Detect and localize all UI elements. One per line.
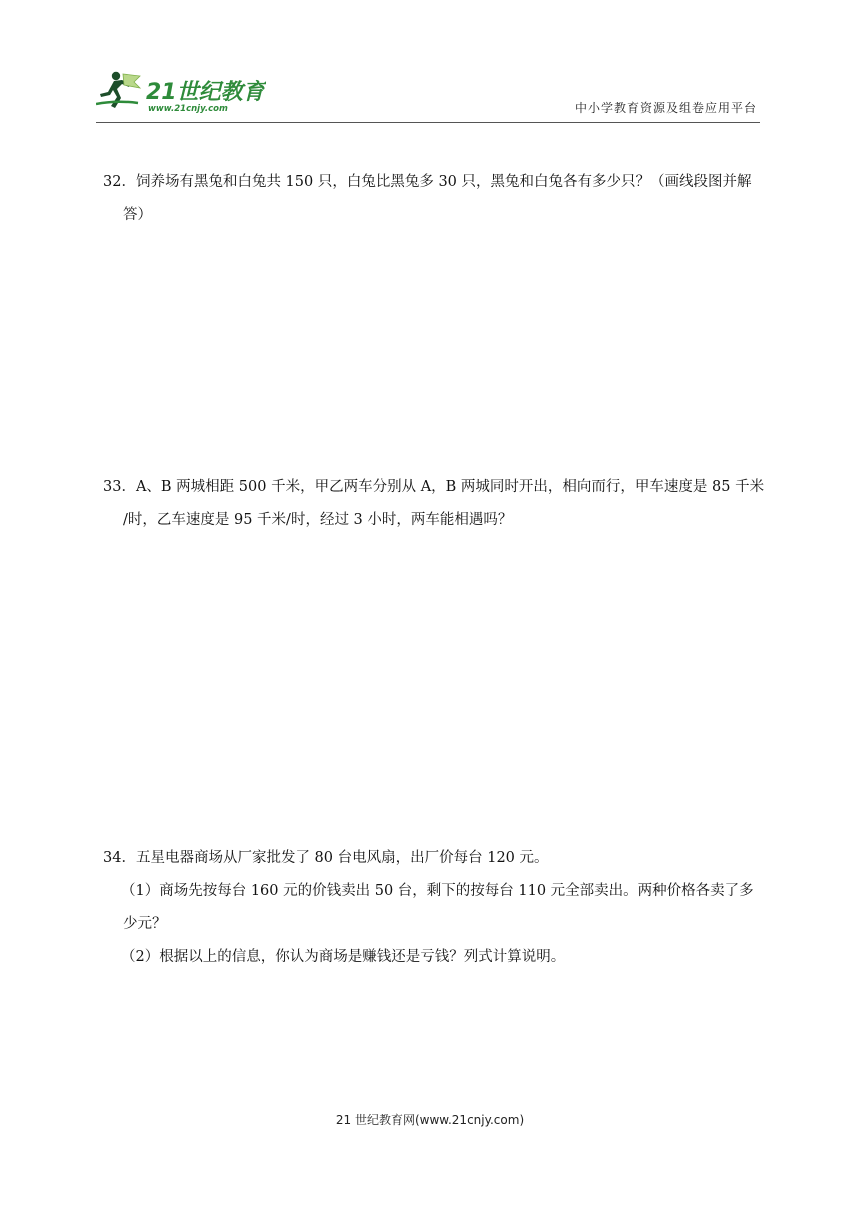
- question-text: /时，乙车速度是 95 千米/时，经过 3 小时，两车能相遇吗？: [123, 512, 513, 528]
- question-text: 32．饲养场有黑兔和白兔共 150 只，白兔比黑兔多 30 只，黑兔和白兔各有多少只？（画线段图并解: [103, 174, 752, 190]
- page-header: [0, 0, 860, 125]
- sub-question-2: （2）根据以上的信息，你认为商场是赚钱还是亏钱？列式计算说明。: [121, 949, 566, 965]
- question-text: 33．A、B 两城相距 500 千米，甲乙两车分别从 A，B 两城同时开出，相向而行，甲车速度是 85 千米: [103, 479, 765, 495]
- logo-url-text: www.21cnjy.com: [148, 104, 228, 114]
- logo-brand-text: 21世纪教育: [146, 80, 265, 105]
- running-figure-logo-icon: [96, 72, 140, 108]
- question-text: 答）: [123, 207, 152, 223]
- sub-question-1: （1）商场先按每台 160 元的价钱卖出 50 台，剩下的按每台 110 元全部卖出。两种价格各卖了多: [121, 883, 754, 899]
- platform-tagline: 中小学教育资源及组卷应用平台: [574, 101, 757, 115]
- question-32: [103, 166, 763, 232]
- page-footer: 21 世纪教育网(www.21cnjy.com): [335, 1113, 525, 1127]
- question-34: [103, 842, 763, 974]
- header-divider: [96, 122, 760, 123]
- site-logo: [96, 70, 266, 116]
- question-text: 34．五星电器商场从厂家批发了 80 台电风扇，出厂价每台 120 元。: [103, 850, 549, 866]
- sub-question-1-continued: 少元？: [123, 916, 167, 932]
- question-33: [103, 471, 763, 537]
